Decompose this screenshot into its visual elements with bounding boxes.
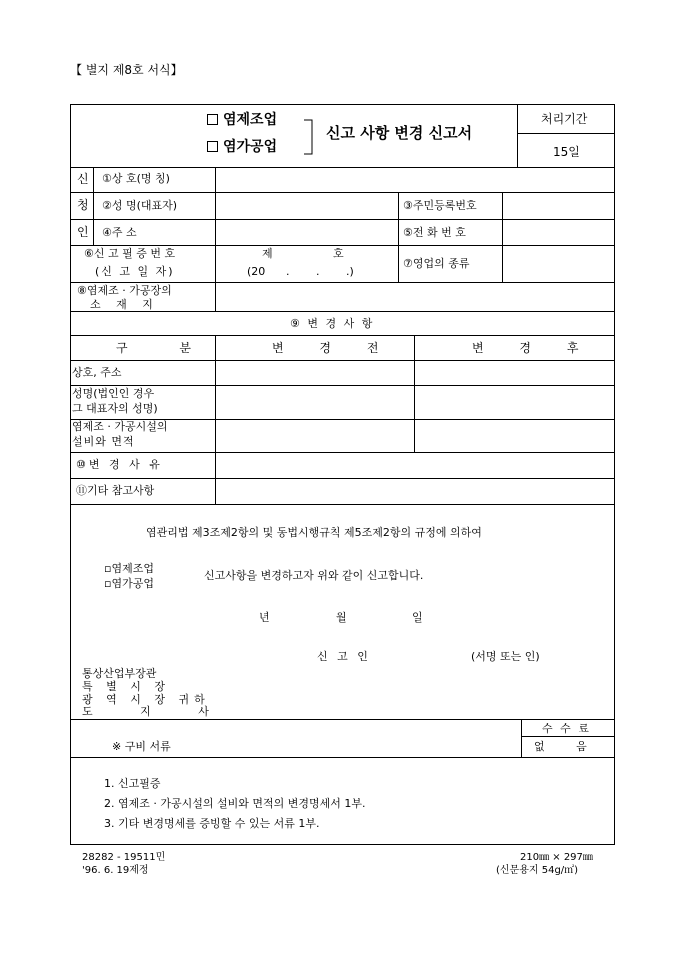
input-address[interactable] [217,221,397,244]
date-year: 년 [259,611,270,624]
col-category: 구 분 [116,341,215,355]
input-name-before[interactable] [217,387,413,418]
header-divider [517,104,518,168]
footer-code: 28282 - 19511민 [82,852,166,863]
row-facility-2: 설비와 면적 [72,435,135,448]
doc-item-2: 2. 염제조 · 가공시설의 설비와 면적의 변경명세서 1부. [104,797,366,810]
recipient-minister: 통상산업부장관 [82,667,157,680]
recipient-governor: 도 지 사 [82,705,231,718]
business-type-label: ⑦영업의 종류 [403,257,470,270]
input-name-after[interactable] [416,387,613,418]
fee-label: 수 수 료 [542,722,591,735]
cert-date-label: (신 고 일 자) [95,265,175,278]
recipient-metro-city: 광 역 시 장 귀하 [82,693,210,706]
location-label-2: 소 재 지 [90,298,159,311]
input-trade-after[interactable] [416,362,613,384]
checkbox-icon [207,141,218,152]
footer-size: 210㎜ × 297㎜ [520,852,593,863]
location-label-1: ⑧염제조 · 가공장의 [77,284,172,297]
cert-number-label: ⑥신 고 필 증 번 호 [84,247,176,260]
processing-period-value: 15일 [553,145,580,159]
input-facility-after[interactable] [416,421,613,451]
doc-item-1: 1. 신고필증 [104,777,161,790]
doc-item-3: 3. 기타 변경명세를 증빙할 수 있는 서류 1부. [104,817,320,830]
changes-title: ⑨ 변 경 사 항 [290,317,375,330]
row-name-1: 성명(법인인 경우 [72,387,155,400]
row-name-2: 그 대표자의 성명) [72,402,158,415]
input-business-type[interactable] [504,247,613,281]
col-before: 변 경 전 [272,341,395,355]
footer-date: '96. 6. 19제정 [82,865,149,876]
input-other[interactable] [217,480,613,503]
option-salt-processing[interactable]: 염가공업 [207,140,277,154]
other-label: ⑪기타 참고사항 [76,484,155,497]
footer-paper: (신문용지 54g/㎡) [496,865,579,876]
processing-period-label: 처리기간 [541,112,588,126]
form-label: 【 별지 제8호 서식】 [70,63,183,77]
recipient-special-city: 특 별 시 장 [82,680,170,693]
field-trade-name-label: ①상 호(명 칭) [102,172,170,185]
legal-basis: 염관리법 제3조제2항의 및 동법시행규칙 제5조제2항의 규정에 의하여 [146,526,482,539]
input-facility-before[interactable] [217,421,413,451]
date-month: 월 [336,611,347,624]
input-reason[interactable] [217,454,613,477]
field-name-label: ②성 명(대표자) [102,199,178,212]
field-resident-number-label: ③주민등록번호 [403,199,477,212]
required-docs-heading: ※ 구비 서류 [112,740,171,753]
form-title: 신고 사항 변경 신고서 [326,124,473,142]
decl-option-processing[interactable]: ▫염가공업 [104,577,154,590]
option-salt-manufacture[interactable]: 염제조업 [207,113,277,127]
field-phone-label: ⑤전 화 번 호 [403,226,466,239]
input-trade-name[interactable] [217,169,613,191]
bracket-icon [302,118,316,156]
col-after: 변 경 후 [472,341,595,355]
fee-value: 없 음 [534,740,601,753]
input-phone[interactable] [504,221,613,244]
input-location[interactable] [217,284,613,310]
checkbox-icon [207,114,218,125]
row-facility-1: 염제조 · 가공시설의 [72,420,168,433]
decl-statement: 신고사항을 변경하고자 위와 같이 신고합니다. [204,569,424,582]
field-address-label: ④주 소 [102,226,137,239]
decl-option-manufacture[interactable]: ▫염제조업 [104,562,154,575]
row-trade-address: 상호, 주소 [72,366,122,379]
date-day: 일 [412,611,423,624]
input-resident-number[interactable] [504,194,613,218]
signature-label: (서명 또는 인) [471,650,540,663]
input-name[interactable] [217,194,397,218]
input-trade-before[interactable] [217,362,413,384]
signature-area[interactable] [380,646,460,666]
reason-label: ⑩변 경 사 유 [76,458,163,471]
declarant-label: 신 고 인 [317,650,371,663]
